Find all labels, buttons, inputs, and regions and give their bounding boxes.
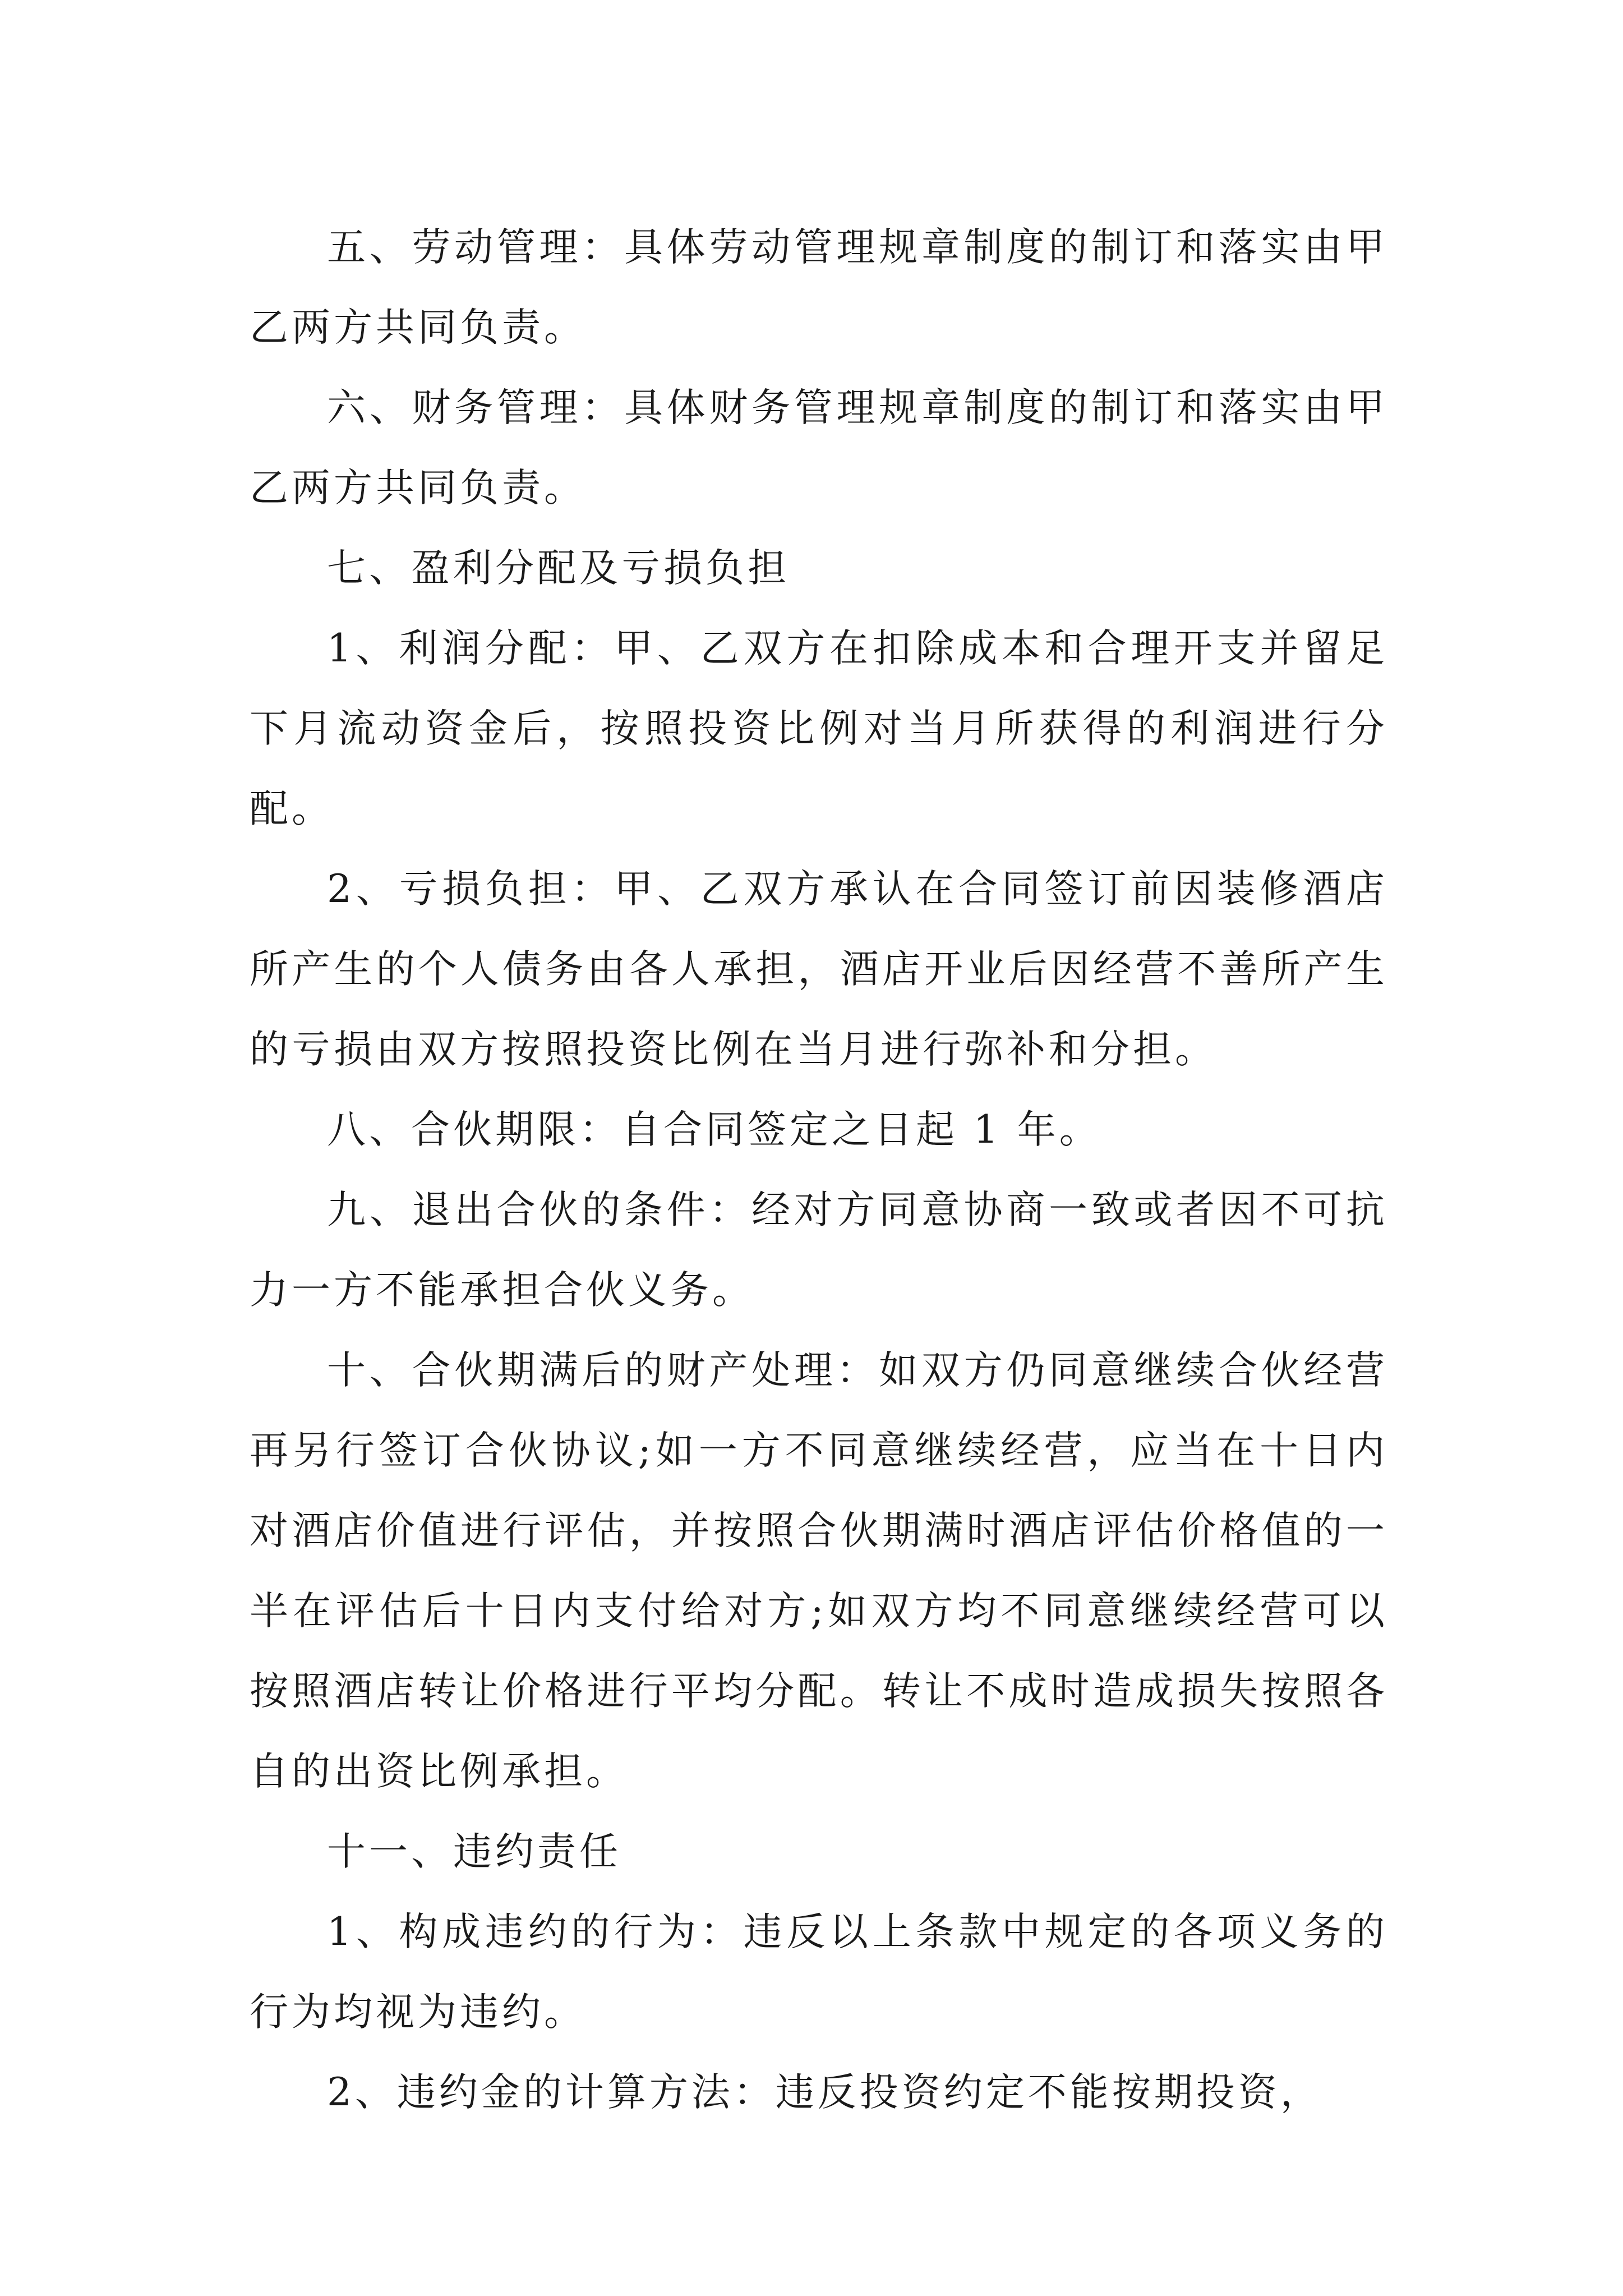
clause-6-financial-management: 六、财务管理：具体财务管理规章制度的制订和落实由甲乙两方共同负责。 xyxy=(250,385,1388,510)
document-page xyxy=(250,208,1388,2133)
clause-10-property-handling: 十、合伙期满后的财产处理：如双方仍同意继续合伙经营再另行签订合伙协议;如一方不同意继续经营，应当在十日内对酒店价值进行评估，并按照合伙期满时酒店评估价格值的一半在评估后十日内支付给对方;如双方均不同意继续经营可以按照酒店转让价格进行平均分配。转让不成时造成损失按照各自的出资比例承担。 xyxy=(250,1348,1388,1794)
clause-7-heading: 七、盈利分配及亏损负担 xyxy=(327,546,790,591)
clause-7-1-profit-distribution: 1、利润分配：甲、乙双方在扣除成本和合理开支并留足下月流动资金后，按照投资比例对当月所获得的利润进行分配。 xyxy=(250,626,1388,831)
clause-8-partnership-term: 八、合伙期限：自合同签定之日起 1 年。 xyxy=(327,1107,1101,1152)
clause-9-withdrawal-conditions: 九、退出合伙的条件：经对方同意协商一致或者因不可抗力一方不能承担合伙义务。 xyxy=(250,1188,1388,1313)
clause-11-1-breach-behavior: 1、构成违约的行为：违反以上条款中规定的各项义务的行为均视为违约。 xyxy=(250,1910,1388,2035)
clause-11-heading: 十一、违约责任 xyxy=(327,1829,621,1874)
clause-7-2-loss-sharing: 2、亏损负担：甲、乙双方承认在合同签订前因装修酒店所产生的个人债务由各人承担，酒店开业后因经营不善所产生的亏损由双方按照投资比例在当月进行弥补和分担。 xyxy=(250,867,1388,1072)
clause-11-2-penalty-calculation: 2、违约金的计算方法：违反投资约定不能按期投资， xyxy=(327,2070,1322,2115)
clause-5-labor-management: 五、劳动管理：具体劳动管理规章制度的制订和落实由甲乙两方共同负责。 xyxy=(250,225,1388,350)
